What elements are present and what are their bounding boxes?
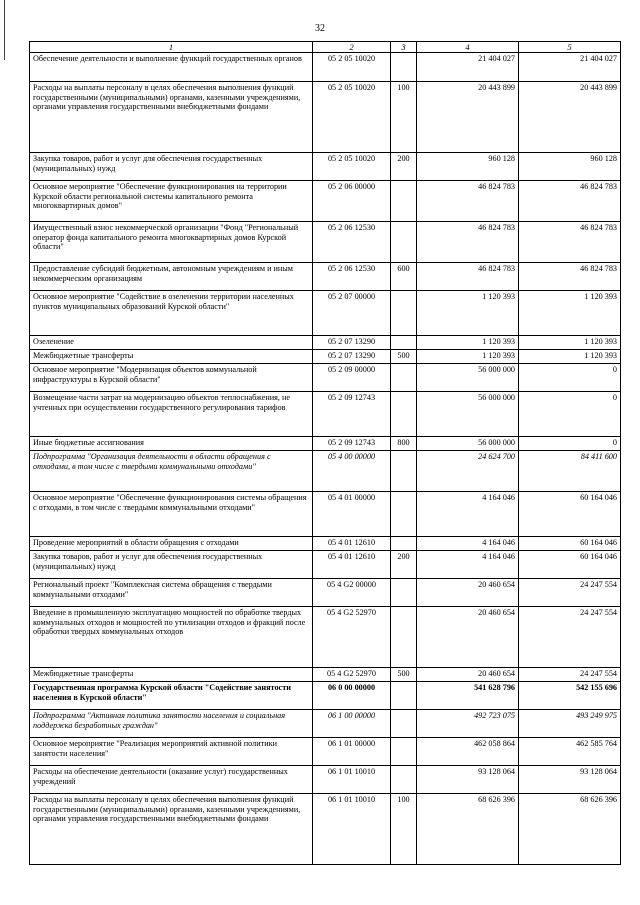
row-amount-year1-cell: 1 120 393 [417, 350, 519, 364]
row-amount-year1-cell: 93 128 064 [417, 766, 519, 794]
row-code-cell: 05 4 01 12610 [313, 551, 391, 579]
row-amount-year2-cell: 493 249 975 [519, 710, 621, 738]
row-code-cell: 05 4 01 00000 [313, 492, 391, 537]
row-code-cell: 05 2 07 00000 [313, 291, 391, 336]
row-name-cell: Расходы на выплаты персоналу в целях обеспечения выполнения функций государственными (муниципальными) органами, казенными учреждениями, органами управления государственными внебюджетными фондами [30, 82, 313, 153]
row-expense-type-cell: 100 [391, 794, 417, 865]
row-name-cell: Озеленение [30, 336, 313, 350]
row-name-cell: Закупка товаров, работ и услуг для обеспечения государственных (муниципальных) нужд [30, 153, 313, 181]
table-row [30, 181, 621, 222]
row-name-cell: Региональный проект "Комплексная система обращения с твердыми коммунальными отходами" [30, 579, 313, 607]
row-amount-year1-cell: 20 443 899 [417, 82, 519, 153]
row-amount-year1-cell: 20 460 654 [417, 607, 519, 668]
table-row [30, 350, 621, 364]
row-amount-year2-cell: 46 824 783 [519, 222, 621, 263]
row-name-cell: Иные бюджетные ассигнования [30, 437, 313, 451]
table-row [30, 336, 621, 350]
row-code-cell: 05 2 09 00000 [313, 364, 391, 392]
budget-table [29, 41, 621, 865]
row-amount-year2-cell: 542 155 696 [519, 682, 621, 710]
row-code-cell: 06 1 00 00000 [313, 710, 391, 738]
row-code-cell: 05 4 G2 00000 [313, 579, 391, 607]
table-row [30, 492, 621, 537]
table-row [30, 738, 621, 766]
table-row [30, 766, 621, 794]
row-amount-year2-cell: 20 443 899 [519, 82, 621, 153]
row-code-cell: 05 2 07 13290 [313, 336, 391, 350]
table-row [30, 153, 621, 181]
row-amount-year2-cell: 60 164 046 [519, 537, 621, 551]
row-code-cell: 05 2 09 12743 [313, 437, 391, 451]
row-code-cell: 05 2 05 10020 [313, 153, 391, 181]
row-name-cell: Основное мероприятие "Обеспечение функционирования на территории Курской области региональной системы капитального ремонта многоквартирных домов" [30, 181, 313, 222]
row-amount-year2-cell: 24 247 554 [519, 607, 621, 668]
header-col-4: 4 [417, 42, 519, 53]
row-name-cell: Возмещение части затрат на модернизацию объектов теплоснабжения, не учтенных при осуществлении государственного регулирования тарифов [30, 392, 313, 437]
table-row [30, 53, 621, 82]
table-row [30, 579, 621, 607]
page-number: 32 [315, 23, 325, 34]
row-name-cell: Расходы на выплаты персоналу в целях обеспечения выполнения функций государственными (муниципальными) органами, казенными учреждениями, органами управления государственными внебюджетными фондами [30, 794, 313, 865]
row-amount-year1-cell: 4 164 046 [417, 551, 519, 579]
row-code-cell: 05 2 07 13290 [313, 350, 391, 364]
row-amount-year2-cell: 1 120 393 [519, 291, 621, 336]
row-expense-type-cell [391, 766, 417, 794]
row-amount-year1-cell: 1 120 393 [417, 291, 519, 336]
table-row [30, 668, 621, 682]
row-code-cell: 05 2 06 00000 [313, 181, 391, 222]
row-amount-year2-cell: 24 247 554 [519, 579, 621, 607]
row-code-cell: 05 4 G2 52970 [313, 668, 391, 682]
table-row [30, 82, 621, 153]
row-expense-type-cell: 200 [391, 153, 417, 181]
row-code-cell: 05 4 00 00000 [313, 451, 391, 492]
row-code-cell: 06 1 01 10010 [313, 794, 391, 865]
row-amount-year2-cell: 93 128 064 [519, 766, 621, 794]
row-amount-year1-cell: 20 460 654 [417, 668, 519, 682]
row-expense-type-cell [391, 53, 417, 82]
row-name-cell: Закупка товаров, работ и услуг для обеспечения государственных (муниципальных) нужд [30, 551, 313, 579]
row-expense-type-cell: 500 [391, 350, 417, 364]
header-col-2: 2 [313, 42, 391, 53]
table-row [30, 263, 621, 291]
row-amount-year1-cell: 960 128 [417, 153, 519, 181]
row-expense-type-cell [391, 492, 417, 537]
row-amount-year1-cell: 4 164 046 [417, 537, 519, 551]
row-amount-year1-cell: 56 000 000 [417, 392, 519, 437]
row-name-cell: Межбюджетные трансферты [30, 350, 313, 364]
row-code-cell: 05 2 06 12530 [313, 263, 391, 291]
row-expense-type-cell [391, 579, 417, 607]
row-expense-type-cell [391, 607, 417, 668]
row-amount-year2-cell: 60 164 046 [519, 551, 621, 579]
table-row [30, 392, 621, 437]
row-amount-year2-cell: 1 120 393 [519, 336, 621, 350]
row-amount-year1-cell: 4 164 046 [417, 492, 519, 537]
header-col-5: 5 [519, 42, 621, 53]
row-name-cell: Имущественный взнос некоммерческой организации "Фонд "Региональный оператор фонда капитального ремонта многоквартирных домов Курской области" [30, 222, 313, 263]
row-amount-year1-cell: 68 626 396 [417, 794, 519, 865]
row-name-cell: Основное мероприятие "Модернизация объектов коммунальной инфраструктуры в Курской области" [30, 364, 313, 392]
row-expense-type-cell [391, 738, 417, 766]
row-code-cell: 05 2 05 10020 [313, 82, 391, 153]
table-row [30, 682, 621, 710]
row-name-cell: Основное мероприятие "Обеспечение функционирования системы обращения с отходами, в том числе с твердыми коммунальными отходами" [30, 492, 313, 537]
row-amount-year1-cell: 24 624 700 [417, 451, 519, 492]
row-amount-year2-cell: 0 [519, 392, 621, 437]
row-amount-year2-cell: 1 120 393 [519, 350, 621, 364]
table-row [30, 551, 621, 579]
row-expense-type-cell: 200 [391, 551, 417, 579]
table-row [30, 537, 621, 551]
row-expense-type-cell: 600 [391, 263, 417, 291]
row-amount-year1-cell: 46 824 783 [417, 181, 519, 222]
row-name-cell: Расходы на обеспечение деятельности (оказание услуг) государственных учреждений [30, 766, 313, 794]
row-amount-year1-cell: 492 723 075 [417, 710, 519, 738]
table-row [30, 364, 621, 392]
row-name-cell: Проведение мероприятий в области обращения с отходами [30, 537, 313, 551]
row-amount-year2-cell: 84 411 600 [519, 451, 621, 492]
row-amount-year2-cell: 462 585 764 [519, 738, 621, 766]
table-row [30, 437, 621, 451]
row-expense-type-cell [391, 392, 417, 437]
row-amount-year1-cell: 56 000 000 [417, 364, 519, 392]
row-amount-year2-cell: 24 247 554 [519, 668, 621, 682]
table-row [30, 291, 621, 336]
row-amount-year1-cell: 1 120 393 [417, 336, 519, 350]
row-code-cell: 05 2 09 12743 [313, 392, 391, 437]
row-expense-type-cell [391, 710, 417, 738]
row-amount-year2-cell: 46 824 783 [519, 181, 621, 222]
row-code-cell: 06 1 01 10010 [313, 766, 391, 794]
row-expense-type-cell: 800 [391, 437, 417, 451]
row-expense-type-cell [391, 291, 417, 336]
row-amount-year1-cell: 46 824 783 [417, 263, 519, 291]
row-name-cell: Предоставление субсидий бюджетным, автономным учреждениям и иным некоммерческим организациям [30, 263, 313, 291]
row-code-cell: 05 4 01 12610 [313, 537, 391, 551]
row-expense-type-cell [391, 451, 417, 492]
row-amount-year2-cell: 21 404 027 [519, 53, 621, 82]
row-code-cell: 06 0 00 00000 [313, 682, 391, 710]
row-expense-type-cell [391, 364, 417, 392]
row-code-cell: 05 2 06 12530 [313, 222, 391, 263]
row-expense-type-cell: 100 [391, 82, 417, 153]
row-code-cell: 06 1 01 00000 [313, 738, 391, 766]
row-amount-year1-cell: 46 824 783 [417, 222, 519, 263]
table-row [30, 222, 621, 263]
row-name-cell: Государственная программа Курской области "Содействие занятости населения в Курской области" [30, 682, 313, 710]
row-expense-type-cell [391, 222, 417, 263]
row-amount-year2-cell: 46 824 783 [519, 263, 621, 291]
row-amount-year2-cell: 0 [519, 437, 621, 451]
row-name-cell: Основное мероприятие "Содействие в озеленении территории населенных пунктов муниципальных образований Курской области" [30, 291, 313, 336]
row-amount-year1-cell: 541 628 796 [417, 682, 519, 710]
row-amount-year1-cell: 21 404 027 [417, 53, 519, 82]
table-row [30, 451, 621, 492]
row-code-cell: 05 2 05 10020 [313, 53, 391, 82]
header-col-1: 1 [30, 42, 313, 53]
row-name-cell: Основное мероприятие "Реализация мероприятий активной политики занятости населения" [30, 738, 313, 766]
row-name-cell: Обеспечение деятельности и выполнение функций государственных органов [30, 53, 313, 82]
row-amount-year1-cell: 56 000 000 [417, 437, 519, 451]
row-amount-year2-cell: 960 128 [519, 153, 621, 181]
row-name-cell: Подпрограмма "Активная политика занятости населения и социальная поддержка безработных граждан" [30, 710, 313, 738]
row-expense-type-cell [391, 537, 417, 551]
row-amount-year1-cell: 462 058 864 [417, 738, 519, 766]
row-name-cell: Межбюджетные трансферты [30, 668, 313, 682]
row-expense-type-cell [391, 682, 417, 710]
row-amount-year1-cell: 20 460 654 [417, 579, 519, 607]
row-name-cell: Подпрограмма "Организация деятельности в области обращения с отходами, в том числе с твердыми коммунальными отходами" [30, 451, 313, 492]
row-amount-year2-cell: 68 626 396 [519, 794, 621, 865]
table-row [30, 607, 621, 668]
row-expense-type-cell: 500 [391, 668, 417, 682]
header-col-3: 3 [391, 42, 417, 53]
table-body [30, 42, 621, 865]
row-name-cell: Введение в промышленную эксплуатацию мощностей по обработке твердых коммунальных отходов и мощностей по утилизации отходов и фракций после обработки твердых коммунальных отходов [30, 607, 313, 668]
row-code-cell: 05 4 G2 52970 [313, 607, 391, 668]
row-expense-type-cell [391, 336, 417, 350]
table-row [30, 710, 621, 738]
table-row [30, 794, 621, 865]
table-header-row [30, 42, 621, 53]
row-expense-type-cell [391, 181, 417, 222]
row-amount-year2-cell: 60 164 046 [519, 492, 621, 537]
row-amount-year2-cell: 0 [519, 364, 621, 392]
